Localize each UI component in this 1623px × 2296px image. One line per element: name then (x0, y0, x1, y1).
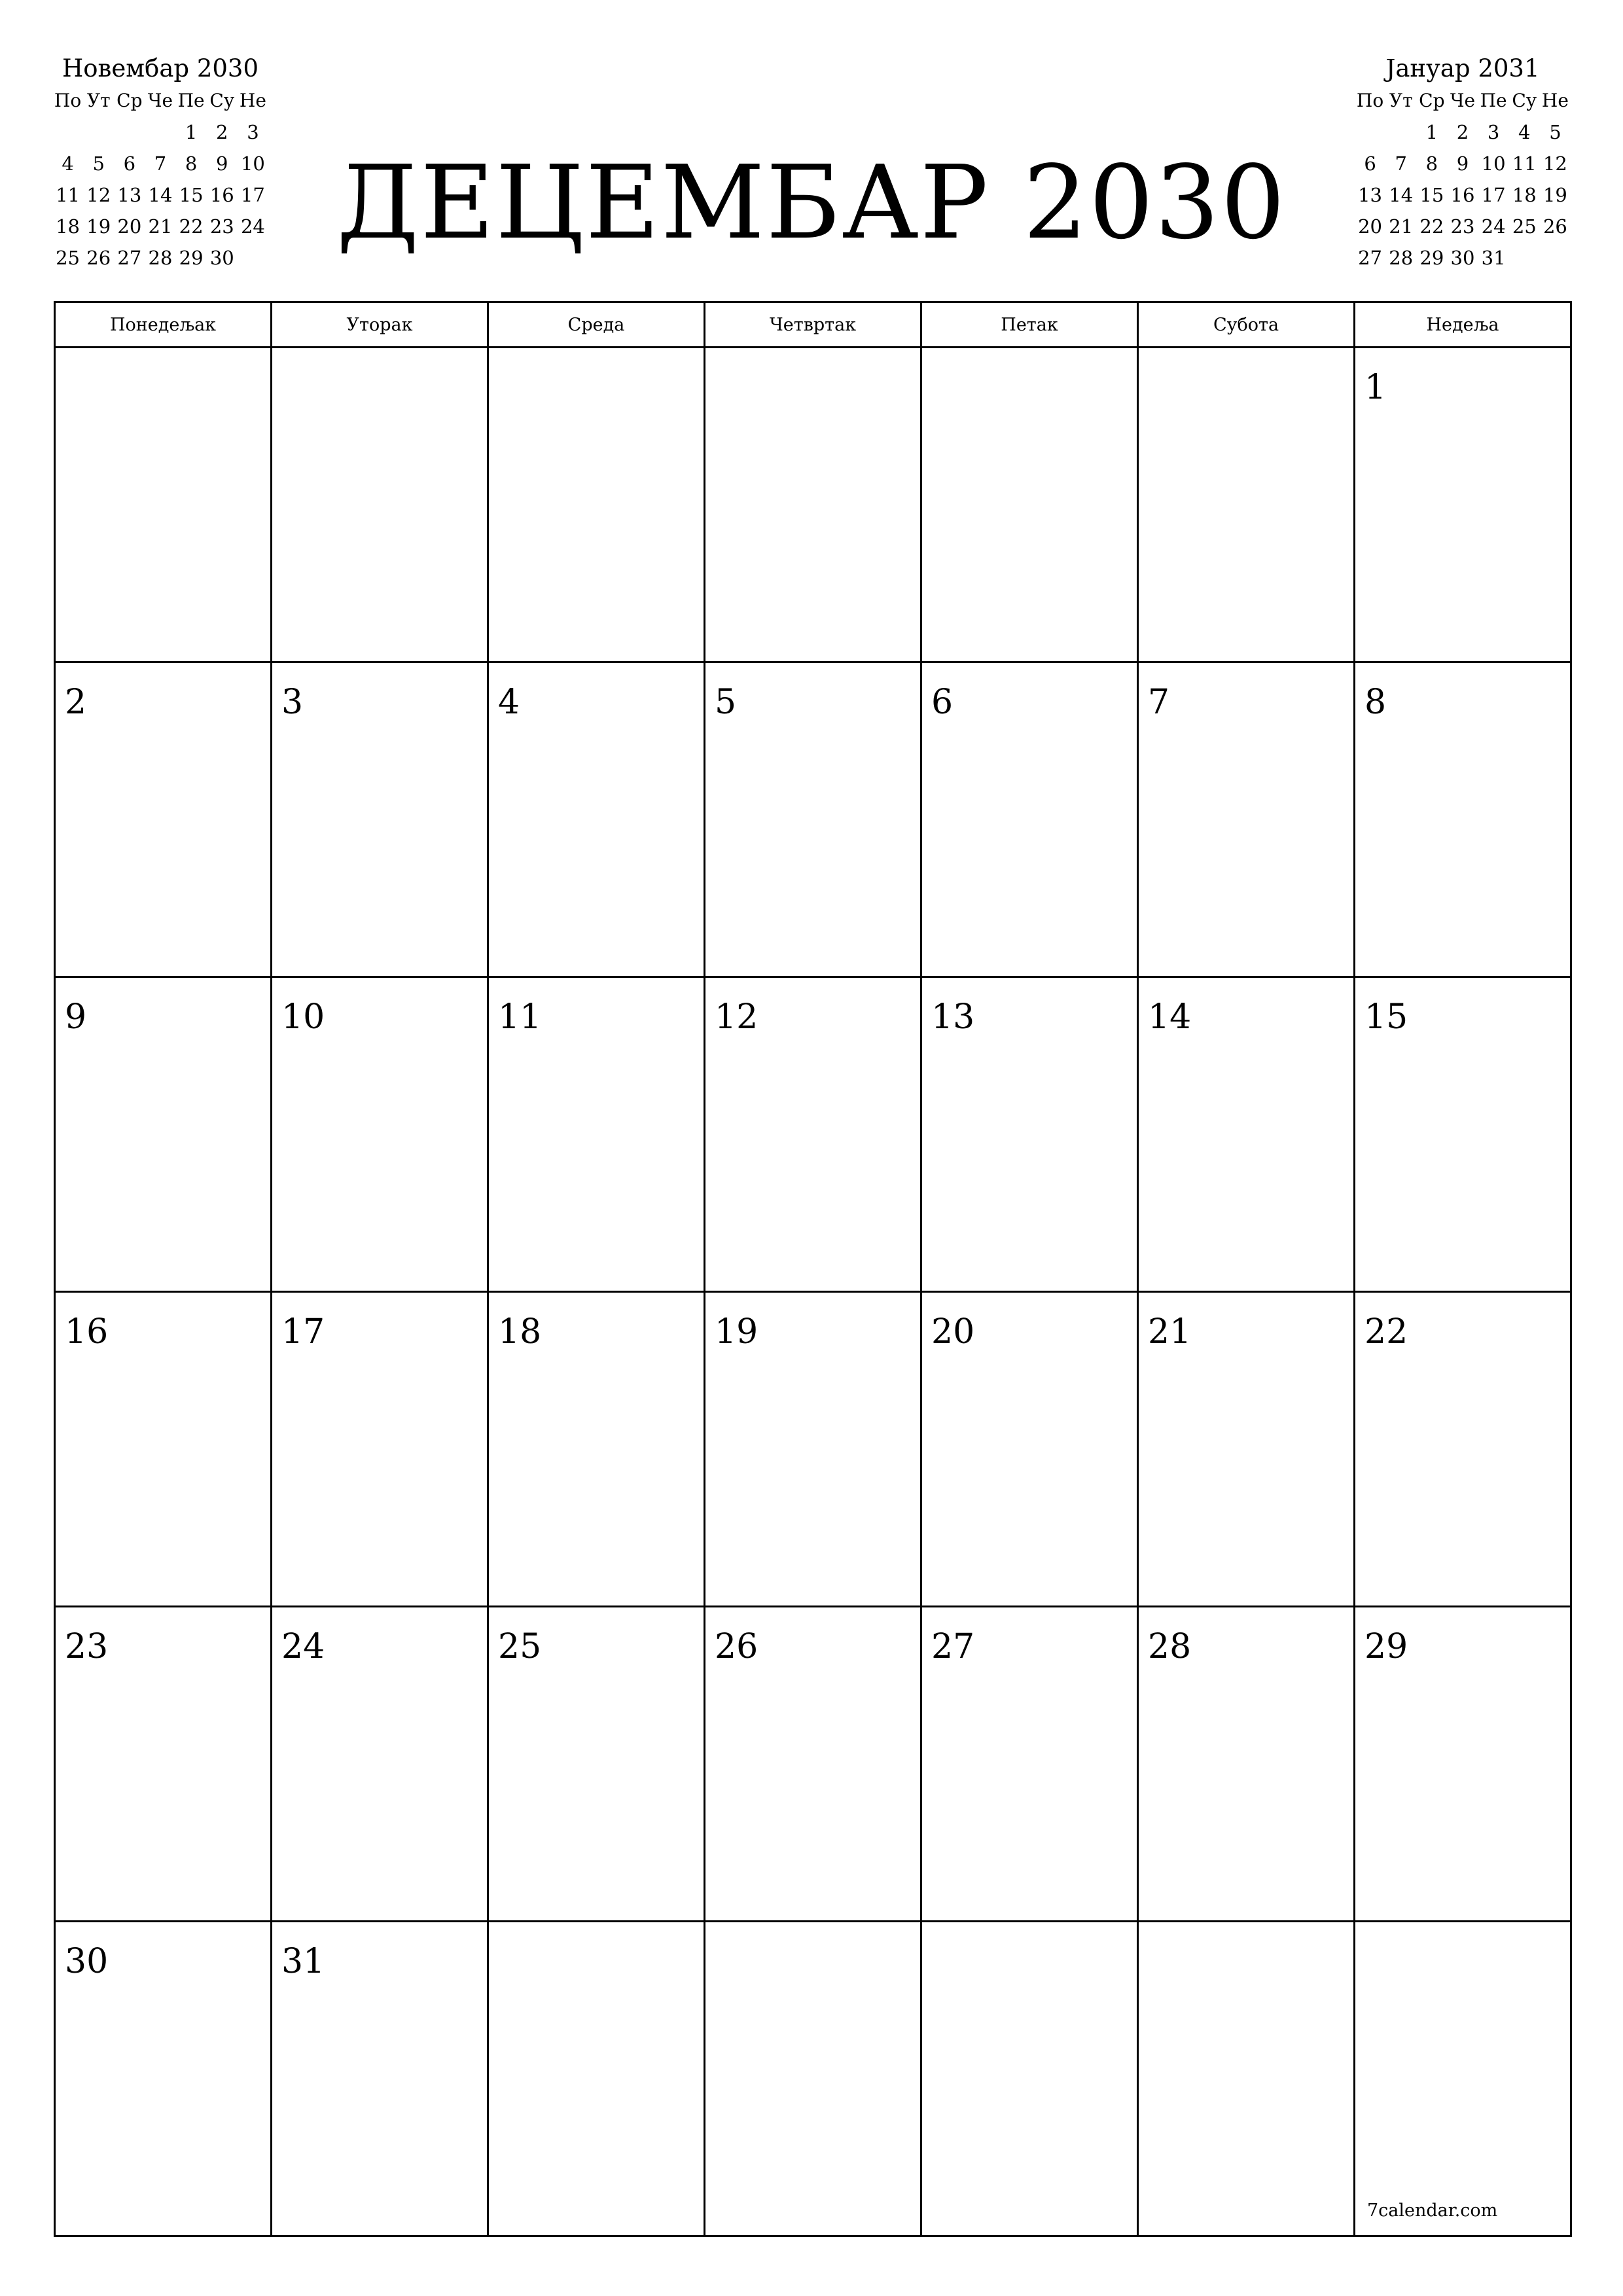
mini-weekday: Ср (116, 90, 143, 111)
mini-day: 3 (1487, 121, 1500, 143)
day-number: 11 (498, 997, 542, 1037)
weekday-header-monday: Понедељак (55, 302, 272, 348)
day-number: 8 (1364, 683, 1387, 722)
day-cell (55, 1607, 272, 1922)
day-cell (1355, 348, 1571, 662)
day-cell (921, 977, 1138, 1292)
day-cell (1355, 1922, 1571, 2236)
mini-day: 21 (148, 215, 173, 238)
mini-day: 26 (1543, 215, 1567, 238)
day-cell (272, 1922, 488, 2236)
mini-weekday: Пе (1480, 90, 1507, 111)
mini-day: 9 (1456, 152, 1469, 175)
mini-day: 28 (148, 247, 173, 269)
mini-day: 19 (1543, 184, 1567, 206)
day-number: 13 (931, 997, 975, 1037)
day-number: 14 (1148, 997, 1192, 1037)
day-number: 24 (281, 1627, 325, 1666)
mini-day: 2 (216, 121, 228, 143)
mini-weekday-row (1355, 85, 1571, 117)
week-row (55, 1607, 1571, 1922)
day-cell (1138, 1292, 1355, 1607)
day-cell (55, 348, 272, 662)
day-cell (705, 1922, 921, 2236)
mini-weekday: Су (209, 90, 235, 111)
day-number: 18 (498, 1312, 542, 1352)
day-cell (1355, 977, 1571, 1292)
mini-day: 15 (1419, 184, 1444, 206)
day-cell (705, 348, 921, 662)
mini-day: 20 (117, 215, 142, 238)
weekday-header-sunday: Недеља (1355, 302, 1571, 348)
mini-day: 15 (179, 184, 204, 206)
weekday-header-wednesday: Среда (488, 302, 705, 348)
mini-day: 21 (1389, 215, 1414, 238)
mini-day: 28 (1389, 247, 1414, 269)
day-cell (488, 1607, 705, 1922)
day-cell (921, 662, 1138, 977)
day-cell (705, 1292, 921, 1607)
mini-weekday: По (1356, 90, 1384, 111)
day-cell (55, 1292, 272, 1607)
mini-day: 7 (154, 152, 167, 175)
mini-week-row (1355, 179, 1571, 211)
mini-week-row (1355, 242, 1571, 274)
mini-day: 6 (123, 152, 136, 175)
month-grid (54, 301, 1572, 2237)
mini-day: 4 (1518, 121, 1531, 143)
day-number: 22 (1364, 1312, 1408, 1352)
mini-day: 31 (1481, 247, 1506, 269)
mini-weekday: Че (147, 90, 173, 111)
week-row (55, 1292, 1571, 1607)
day-cell (705, 1607, 921, 1922)
day-cell (921, 348, 1138, 662)
day-cell (488, 977, 705, 1292)
day-cell (488, 1922, 705, 2236)
day-cell (1138, 1607, 1355, 1922)
mini-day: 10 (1481, 152, 1506, 175)
mini-weekday: Ут (1389, 90, 1413, 111)
mini-week-row (1355, 211, 1571, 242)
mini-weekday: По (54, 90, 82, 111)
day-cell (1138, 977, 1355, 1292)
mini-day: 25 (56, 247, 80, 269)
mini-day: 18 (1512, 184, 1537, 206)
day-number: 15 (1364, 997, 1408, 1037)
day-number: 29 (1364, 1627, 1408, 1666)
day-number: 19 (715, 1312, 758, 1352)
mini-weekday: Пе (177, 90, 205, 111)
mini-day: 17 (1481, 184, 1506, 206)
mini-day: 17 (240, 184, 265, 206)
day-number: 12 (715, 997, 758, 1037)
mini-day: 24 (1481, 215, 1506, 238)
day-number: 17 (281, 1312, 325, 1352)
mini-day: 8 (1425, 152, 1438, 175)
day-number: 6 (931, 683, 954, 722)
day-cell (272, 1292, 488, 1607)
day-number: 4 (498, 683, 520, 722)
mini-day: 30 (209, 247, 234, 269)
day-cell (705, 977, 921, 1292)
day-cell (272, 977, 488, 1292)
day-number: 9 (65, 997, 87, 1037)
mini-day: 2 (1456, 121, 1469, 143)
mini-day: 19 (86, 215, 111, 238)
mini-day: 8 (185, 152, 198, 175)
mini-day: 1 (1425, 121, 1438, 143)
mini-day: 4 (62, 152, 74, 175)
day-cell (1138, 662, 1355, 977)
day-cell (55, 977, 272, 1292)
mini-day: 29 (1419, 247, 1444, 269)
page-title-text: ДЕЦЕМБАР 2030 (336, 143, 1287, 262)
mini-day: 24 (240, 215, 265, 238)
day-cell (1355, 1607, 1571, 1922)
day-cell (705, 662, 921, 977)
day-number: 20 (931, 1312, 975, 1352)
day-number: 21 (1148, 1312, 1192, 1352)
mini-day: 18 (56, 215, 80, 238)
day-number: 16 (65, 1312, 109, 1352)
mini-day (1509, 242, 1540, 274)
week-row (55, 662, 1571, 977)
mini-day: 7 (1395, 152, 1407, 175)
day-cell (921, 1607, 1138, 1922)
day-number: 23 (65, 1627, 109, 1666)
day-cell (921, 1922, 1138, 2236)
mini-weekday: Ут (86, 90, 111, 111)
day-number: 10 (281, 997, 325, 1037)
day-cell (1355, 1292, 1571, 1607)
mini-day: 11 (1512, 152, 1537, 175)
day-number: 7 (1148, 683, 1170, 722)
mini-day: 25 (1512, 215, 1537, 238)
mini-day: 29 (179, 247, 204, 269)
day-cell (488, 662, 705, 977)
day-cell (272, 662, 488, 977)
mini-calendar-next-month (1355, 52, 1571, 274)
day-number: 31 (281, 1942, 325, 1981)
mini-day: 9 (216, 152, 228, 175)
day-cell (55, 1922, 272, 2236)
day-cell (1138, 348, 1355, 662)
mini-day: 16 (1450, 184, 1475, 206)
mini-day: 1 (185, 121, 198, 143)
mini-day: 13 (117, 184, 142, 206)
mini-day (1355, 117, 1385, 148)
mini-day: 12 (86, 184, 111, 206)
mini-day: 11 (56, 184, 80, 206)
mini-weekday: Ср (1419, 90, 1445, 111)
mini-day: 13 (1358, 184, 1383, 206)
day-number: 28 (1148, 1627, 1192, 1666)
mini-calendar-title: Новембар 2030 (62, 54, 259, 82)
day-cell (488, 348, 705, 662)
day-cell (55, 662, 272, 977)
mini-weekday-row (52, 85, 268, 117)
day-number: 5 (715, 683, 737, 722)
weekday-header-row (55, 302, 1571, 348)
weekday-header-friday: Петак (921, 302, 1138, 348)
mini-weekday: Су (1512, 90, 1537, 111)
weekday-header-tuesday: Уторак (272, 302, 488, 348)
weekday-header-saturday: Субота (1138, 302, 1355, 348)
mini-calendar-grid (1355, 85, 1571, 274)
mini-day: 20 (1358, 215, 1383, 238)
day-cell (272, 1607, 488, 1922)
mini-week-row (1355, 148, 1571, 179)
week-row (55, 977, 1571, 1292)
week-row (55, 1922, 1571, 2236)
mini-day: 22 (179, 215, 204, 238)
mini-day: 10 (240, 152, 265, 175)
day-number: 30 (65, 1942, 109, 1981)
mini-week-row (1355, 117, 1571, 148)
mini-day: 5 (92, 152, 105, 175)
mini-day: 3 (247, 121, 259, 143)
mini-day: 14 (1389, 184, 1414, 206)
mini-day: 27 (117, 247, 142, 269)
mini-day: 30 (1450, 247, 1475, 269)
mini-day: 14 (148, 184, 173, 206)
mini-day: 23 (209, 215, 234, 238)
day-number: 27 (931, 1627, 975, 1666)
day-number: 1 (1364, 368, 1387, 407)
mini-day: 23 (1450, 215, 1475, 238)
day-number: 25 (498, 1627, 542, 1666)
day-cell (272, 348, 488, 662)
day-cell (1355, 662, 1571, 977)
mini-day: 22 (1419, 215, 1444, 238)
day-cell (488, 1292, 705, 1607)
mini-day: 5 (1549, 121, 1561, 143)
mini-weekday: Че (1450, 90, 1476, 111)
site-credit: 7calendar.com (1367, 2200, 1498, 2221)
mini-day: 26 (86, 247, 111, 269)
day-cell (921, 1292, 1138, 1607)
mini-day: 16 (209, 184, 234, 206)
mini-day: 6 (1364, 152, 1376, 175)
weekday-header-thursday: Четвртак (705, 302, 921, 348)
mini-weekday: Не (1541, 90, 1569, 111)
mini-calendar-title: Јануар 2031 (1385, 54, 1540, 82)
week-row (55, 348, 1571, 662)
day-number: 2 (65, 683, 87, 722)
day-number: 26 (715, 1627, 758, 1666)
mini-day: 12 (1543, 152, 1567, 175)
day-cell (1138, 1922, 1355, 2236)
mini-day: 27 (1358, 247, 1383, 269)
day-number: 3 (281, 683, 304, 722)
mini-weekday: Не (239, 90, 266, 111)
mini-day (1540, 242, 1571, 274)
mini-day (1385, 117, 1416, 148)
